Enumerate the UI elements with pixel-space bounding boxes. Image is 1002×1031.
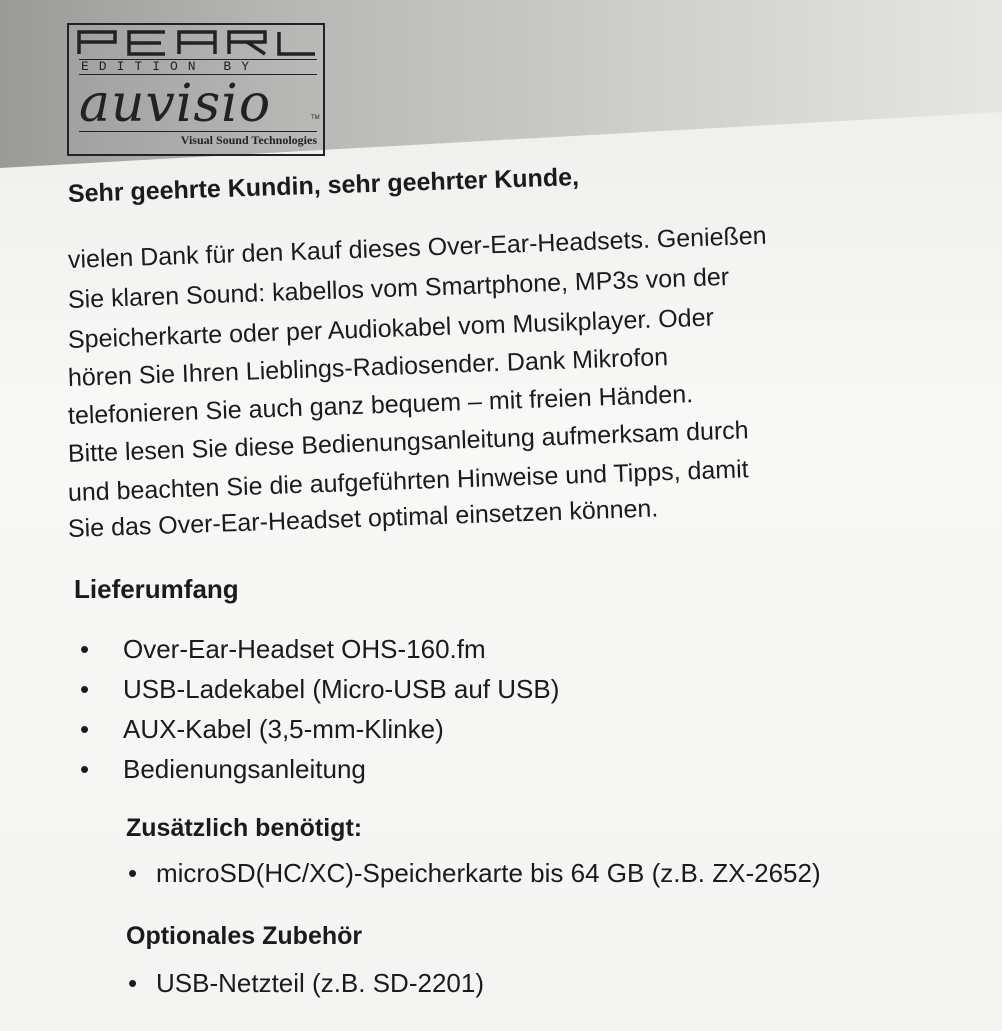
optional-title: Optionales Zubehör xyxy=(126,922,363,950)
optional-item xyxy=(128,968,484,999)
required-title: Zusätzlich benötigt: xyxy=(126,814,363,842)
delivery-item xyxy=(80,634,486,665)
bullet-icon: • xyxy=(80,754,90,784)
delivery-item-label: Over-Ear-Headset OHS-160.fm xyxy=(123,634,486,664)
intro-line: Bitte lesen Sie diese Bedienungsanleitung aufmerksam durch xyxy=(67,416,750,468)
delivery-item-label: USB-Ladekabel (Micro-USB auf USB) xyxy=(123,674,560,704)
delivery-item-label: AUX-Kabel (3,5-mm-Klinke) xyxy=(123,714,444,744)
trademark-mark: TM xyxy=(311,115,320,121)
bullet-icon: • xyxy=(80,634,90,664)
bullet-icon: • xyxy=(128,968,138,998)
delivery-item xyxy=(80,754,366,785)
intro-line: und beachten Sie die aufgeführten Hinweise und Tipps, damit xyxy=(67,455,750,507)
intro-line: Sie klaren Sound: kabellos vom Smartphone, MP3s von der xyxy=(67,262,730,314)
auvisio-wordmark: auvisio xyxy=(79,74,272,134)
bullet-icon: • xyxy=(128,858,138,888)
intro-line: Sie das Over-Ear-Headset optimal einsetzen können. xyxy=(67,494,659,543)
optional-item-label: USB-Netzteil (z.B. SD-2201) xyxy=(156,968,484,998)
intro-line: vielen Dank für den Kauf dieses Over-Ear-Headsets. Genießen xyxy=(67,221,768,274)
delivery-item xyxy=(80,674,559,705)
bullet-icon: • xyxy=(80,674,90,704)
required-item xyxy=(128,858,821,889)
edition-by-text: EDITION BY xyxy=(79,59,317,75)
intro-line: Speicherkarte oder per Audiokabel vom Musikplayer. Oder xyxy=(67,303,715,354)
intro-line: telefonieren Sie auch ganz bequem – mit freien Händen. xyxy=(67,380,694,430)
intro-line: hören Sie Ihren Lieblings-Radiosender. Dank Mikrofon xyxy=(67,343,669,392)
bullet-icon: • xyxy=(80,714,90,744)
required-item-label: microSD(HC/XC)-Speicherkarte bis 64 GB (z.B. ZX-2652) xyxy=(156,858,821,888)
delivery-item-label: Bedienungsanleitung xyxy=(123,754,366,784)
delivery-item xyxy=(80,714,444,745)
delivery-title: Lieferumfang xyxy=(74,574,239,604)
greeting-heading: Sehr geehrte Kundin, sehr geehrter Kunde, xyxy=(67,163,580,208)
logo-tagline: Visual Sound Technologies xyxy=(180,133,317,147)
